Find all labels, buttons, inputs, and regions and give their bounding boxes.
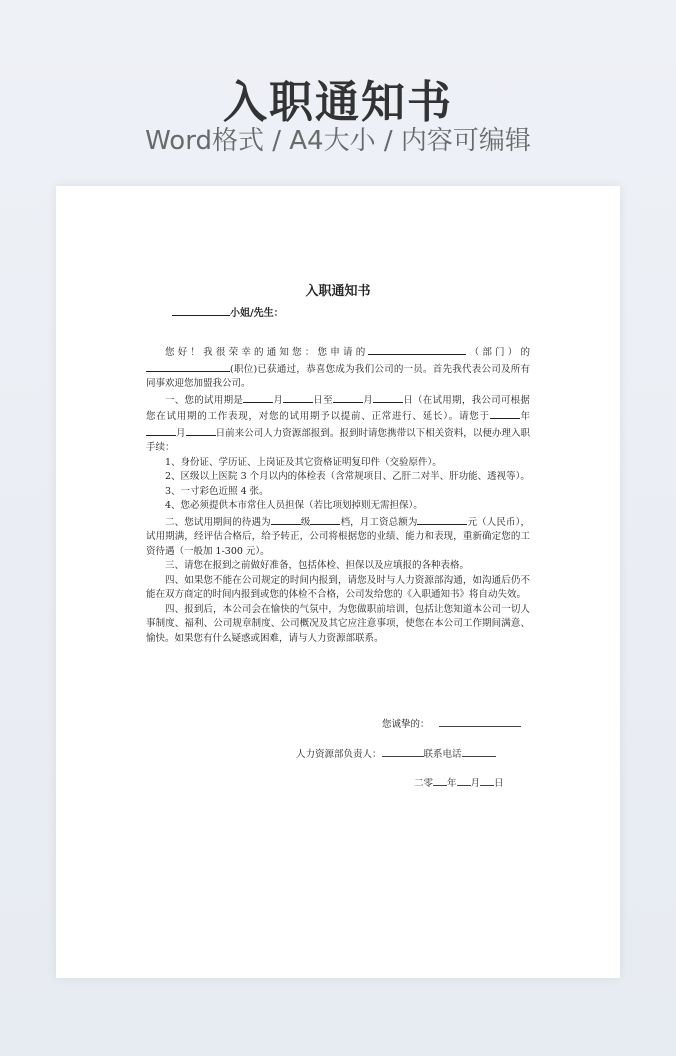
paragraph-deadline: 四、如果您不能在公司规定的时间内报到，请您及时与人力资源部沟通，如沟通后仍不能在双方商定的时间内报到或您的体检不合格，公司发给您的《入职通知书》将自动失效。	[146, 574, 530, 600]
department-blank[interactable]	[368, 344, 466, 355]
salutation	[172, 304, 284, 319]
blank[interactable]	[146, 425, 176, 436]
blank[interactable]	[480, 775, 494, 786]
banner-title: 入职通知书	[223, 77, 453, 128]
closing-line: 您诚挚的：	[382, 716, 521, 730]
phone-blank[interactable]	[462, 746, 496, 757]
list-item: 4、您必须提供本市常住人员担保（若比项划掉则无需担保）。	[165, 500, 423, 511]
list-item: 1、身份证、学历证、上岗证及其它资格证明复印件（交验原件）。	[165, 456, 442, 468]
blank[interactable]	[457, 775, 471, 786]
hr-contact-line: 人力资源部负责人： 联系电话	[296, 746, 496, 760]
signature-blank[interactable]	[439, 716, 521, 727]
document-title: 入职通知书	[305, 284, 371, 299]
blank[interactable]	[490, 408, 520, 419]
paragraph-preparation: 三、请您在报到之前做好准备，包括体检、担保以及应填报的各种表格。	[165, 560, 470, 571]
salutation-text: 小姐/先生：	[230, 308, 284, 319]
list-item: 2、区级以上医院 3 个月以内的体检表（含常规项目、乙肝二对半、肝功能、透视等）。	[165, 471, 530, 482]
blank[interactable]	[310, 514, 340, 525]
blank[interactable]	[333, 392, 363, 403]
blank[interactable]	[243, 392, 273, 403]
paragraph-intro: 您好！我很荣幸的通知您：您申请的 （部门）的(职位)已获通过，恭喜您成为我们公司的一员。首先我代表公司及所有同事欢迎您加盟我公司。	[146, 344, 530, 392]
date-line: 二零 年 月 日	[414, 775, 504, 789]
blank[interactable]	[417, 514, 467, 525]
blank[interactable]	[186, 425, 216, 436]
blank[interactable]	[433, 775, 447, 786]
paragraph-salary: 二、您试用期间的待遇为 级 档，月工资总额为 元（人民币），试用期满，经评估合格后，给予转正，公司将根据您的业绩、能力和表现，重新确定您的工资待遇（一般加 1-300 元）。	[146, 514, 530, 560]
letter-body	[146, 344, 530, 646]
document-page	[56, 186, 620, 978]
blank[interactable]	[373, 392, 403, 403]
name-blank[interactable]	[172, 305, 230, 316]
hr-name-blank[interactable]	[382, 746, 424, 757]
paragraph-probation: 一、您的试用期是 月 日至 月 日（在试用期，我公司可根据您在试用期的工作表现，对您的试用期予以提前、正常进行、延长）。请您于 年月 日前来公司人力资源部报到。报到时请您携带以下相关资料，以便办理入职手续：	[146, 392, 530, 456]
paragraph-training: 四、报到后，本公司会在愉快的气氛中，为您做职前培训，包括让您知道本公司一切人事制度、福利、公司规章制度、公司概况及其它应注意事项，使您在本公司工作期间满意、愉快。如果您有什么疑惑或困难，请与人力资源部联系。	[146, 603, 530, 644]
banner-subtitle: Word格式 / A4大小 / 内容可编辑	[145, 126, 531, 156]
blank[interactable]	[271, 514, 301, 525]
position-blank[interactable]	[146, 361, 230, 372]
list-item: 3、一寸彩色近照 4 张。	[165, 485, 269, 497]
blank[interactable]	[283, 392, 313, 403]
